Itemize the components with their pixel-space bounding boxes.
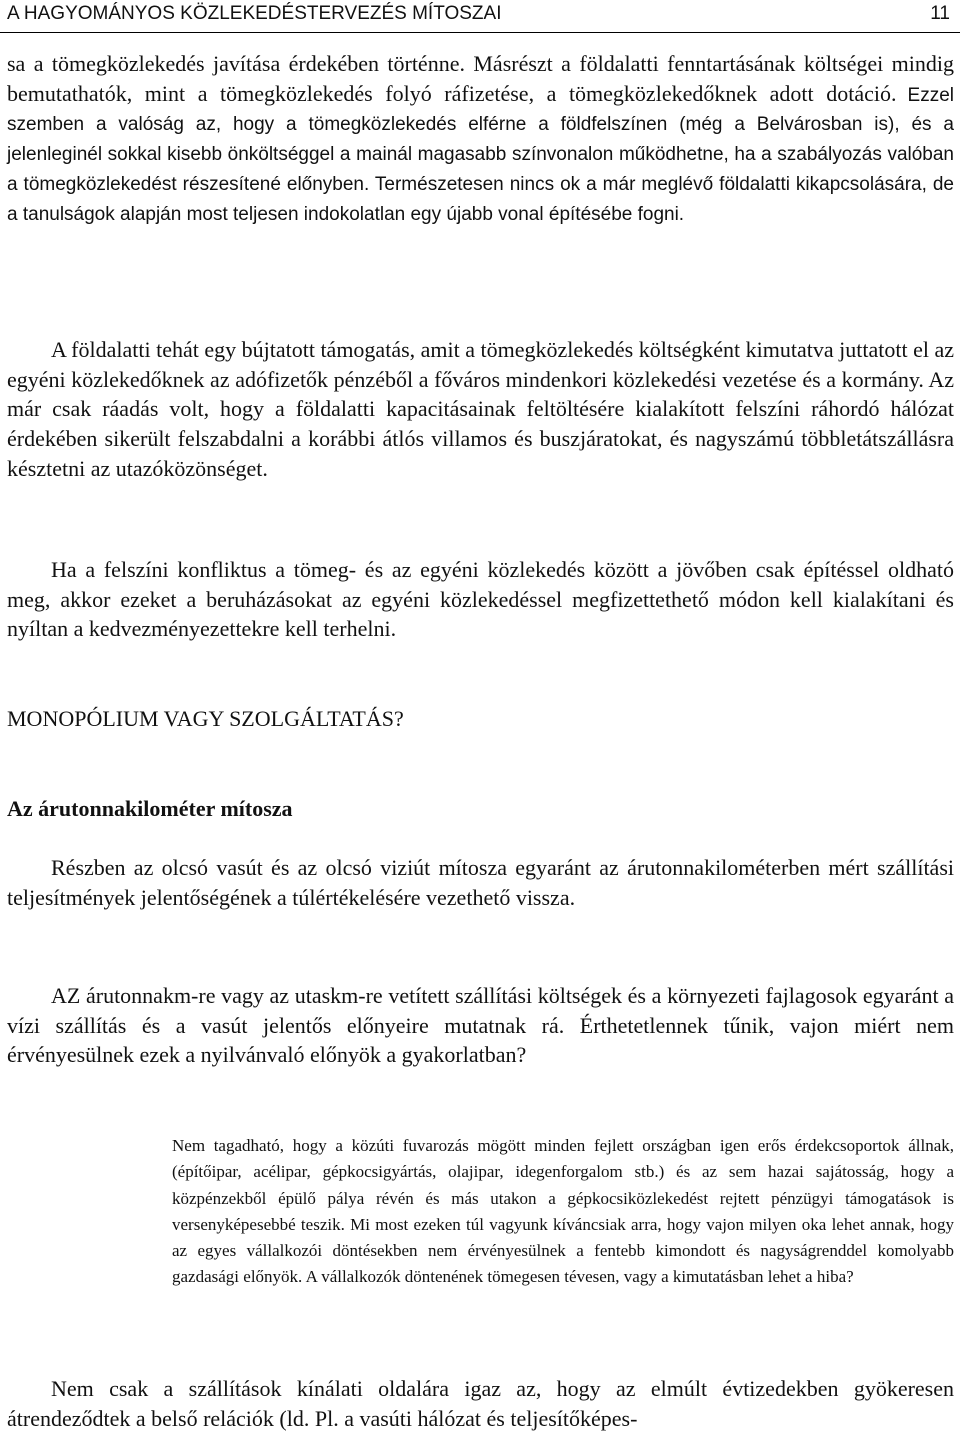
paragraph-4: Részben az olcsó vasút és az olcsó viziút mítosza egyaránt az árutonnakilométerben mért szállítási teljesítmények jelentőségének a túlértékelésére vezethető vissza. [7,855,954,910]
paragraph-3: Ha a felszíni konfliktus a tömeg- és az egyéni közlekedés között a jövőben csak építéssel oldható meg, akkor ezeket a beruházásokat az egyéni közlekedéssel megfizettethető módon kell kialakítani és nyíltan a kedvezményezettekre kell terhelni. [7,557,954,642]
page-number: 11 [930,3,950,24]
paragraph-6: Nem csak a szállítások kínálati oldalára igaz az, hogy az elmúlt évtizedekben gyökeresen átrendeződtek a belső relációk (ld. Pl. a vasúti hálózat és teljesítőképes- [7,1376,954,1431]
subheading: Az árutonnakilométer mítosza [7,796,293,821]
indented-quote-block: Nem tagadható, hogy a közúti fuvarozás mögött minden fejlett országban igen erős érdekcsoportok állnak, (építőipar, acélipar, gépkocsigyártás, olajipar, idegenforgalom stb.) és az sem hazai sajátosság, hogy a közpénzekből épülő pálya révén és más utakon a gépkocsiközlekedést rejtett pénzügyi támogatások is versenyképesebbé teszik. Mi most ezeken túl vagyunk kíváncsiak arra, hogy vajon milyen oka lehet annak, hogy az egyes vállalkozói döntésekben nem érvényesülnek a fentebb kimondott és nagyságrenddel komolyabb gazdasági előnyök. A vállalkozók döntenének tömegesen tévesen, vagy a kimutatásban lehet a hiba? [172,1136,954,1287]
running-header [0,0,960,33]
header-title: A HAGYOMÁNYOS KÖZLEKEDÉSTERVEZÉS MÍTOSZAI [7,3,502,24]
paragraph-1-serif-part: sa a tömegközlekedés javítása érdekében történne. Másrészt a földalatti fenntartásának költségei mindig bemutathatók, mint a tömegközlekedés folyó ráfizetése, a tömegközlekedőknek adott dotáció. [7,51,954,106]
paragraph-5: AZ árutonnakm-re vagy az utaskm-re vetített szállítási költségek és a környezeti fajlagosok egyaránt a vízi szállítás és a vasút jelentős előnyeire mutatnak rá. Érthetetlennek tűnik, vajon miért nem érvényesülnek ezek a nyilvánvaló előnyök a gyakorlatban? [7,983,954,1068]
paragraph-1-sans-part: Ezzel szemben a valóság az, hogy a tömegközlekedés elférne a földfelszínen (még a Belvárosban is), és a jelenleginél sokkal kisebb önköltséggel a mainál magasabb színvonalon működhetne, ha a szabályozás valóban a tömegközlekedést részesítené előnyben. Természetesen nincs ok a már meglévő földalatti kikapcsolására, de a tanulságok alapján most teljesen indokolatlan egy újabb vonal építésébe fogni. [7,84,955,225]
paragraph-2: A földalatti tehát egy bújtatott támogatás, amit a tömegközlekedés költségként kimutatva juttatott el az egyéni közlekedőknek az adófizetők pénzéből a főváros mindenkori közlekedési vezetése és a kormány. Az már csak ráadás volt, hogy a földalatti kapacitásainak feltöltésére kialakított felszíni ráhordó hálózat érdekében sikerült felszabdalni a korábbi átlós villamos és buszjáratokat, és nagyszámú többletátszállásra késztetni az utazóközönséget. [7,337,954,481]
paragraph-1 [7,49,954,229]
section-heading: MONOPÓLIUM VAGY SZOLGÁLTATÁS? [7,706,404,731]
